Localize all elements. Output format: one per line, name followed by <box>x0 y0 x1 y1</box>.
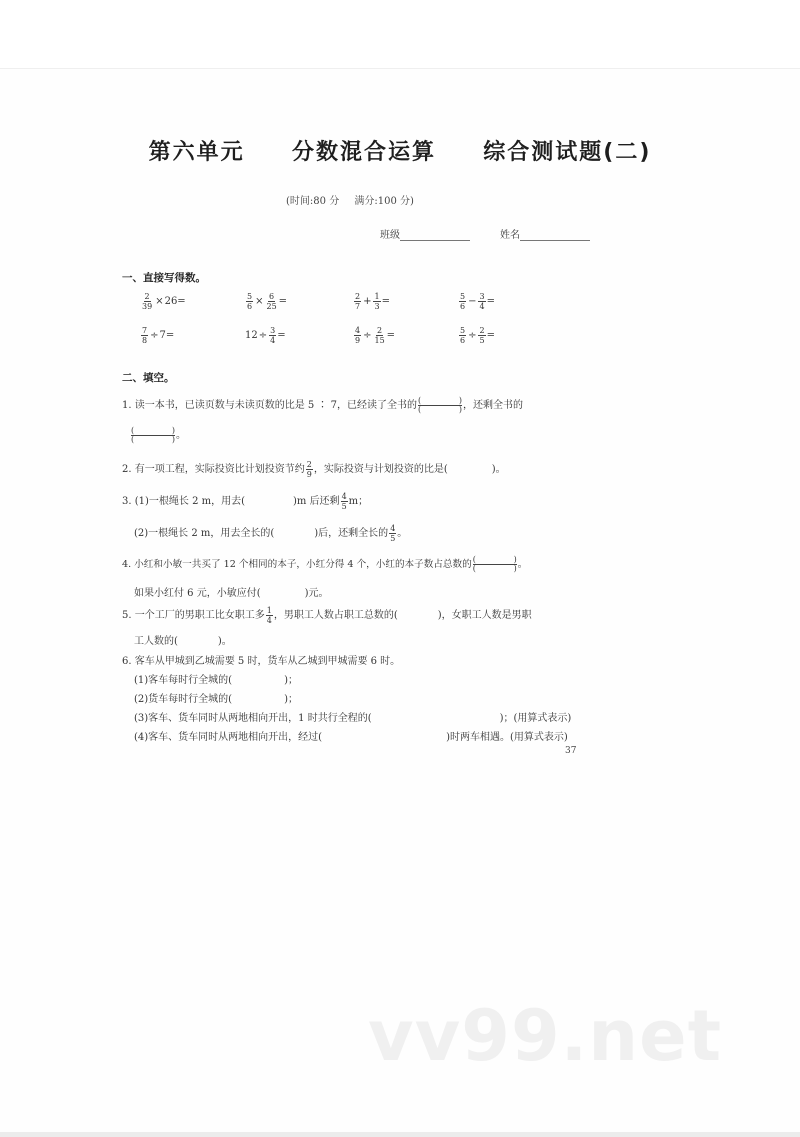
name-label: 姓名 <box>500 230 520 241</box>
class-blank[interactable] <box>400 230 470 241</box>
test-meta <box>0 192 700 207</box>
fraction-answer-blank[interactable]: ( ) ( ) <box>472 555 517 573</box>
question-5-cont: 工人数的( )。 <box>134 636 232 647</box>
question-6-1: (1)客车每时行全城的( )； <box>134 675 298 686</box>
fraction: $\frac{4}{5}$ <box>390 524 396 543</box>
question-4: 4. 小红和小敏一共买了 12 个相同的本子，小红分得 4 个，小红的本子数占总数的 ( ) ( ) 。 <box>122 555 528 573</box>
calc-item-4: $\frac{5}{6}$ − $\frac{3}{4}$ = <box>460 292 495 311</box>
question-5: 5. 一个工厂的男职工比女职工多 $\frac{1}{4}$ ，男职工人数占职工总数的( )，女职工人数是男职 <box>122 606 532 625</box>
fraction: $\frac{5}{6}$ <box>460 292 466 311</box>
question-2: 2. 有一项工程，实际投资比计划投资节约 $\frac{2}{9}$ ，实际投资与计划投资的比是( )。 <box>122 460 506 479</box>
full-score: 满分:100 分) <box>354 196 414 207</box>
question-1-cont: ( ) ( ) 。 <box>131 426 186 444</box>
time-limit: (时间:80 分 <box>286 196 340 207</box>
bottom-edge <box>0 1132 800 1137</box>
section-1-heading: 一、直接写得数。 <box>122 272 206 284</box>
fraction: $\frac{1}{3}$ <box>374 292 380 311</box>
question-4-cont: 如果小红付 6 元，小敏应付( )元。 <box>134 588 329 599</box>
calc-item-6: 12÷ $\frac{3}{4}$ = <box>245 326 286 345</box>
watermark: vv99.net <box>368 995 723 1077</box>
question-6: 6. 客车从甲城到乙城需要 5 时，货车从乙城到甲城需要 6 时。 <box>122 656 401 667</box>
fraction-answer-blank[interactable]: ( ) ( ) <box>131 426 175 444</box>
page-title <box>0 135 800 166</box>
fraction: $\frac{2}{39}$ <box>142 292 153 311</box>
question-6-2: (2)货车每时行全城的( )； <box>134 694 298 705</box>
fraction-answer-blank[interactable]: ( ) ( ) <box>417 396 462 414</box>
class-field[interactable] <box>380 226 470 241</box>
fraction: $\frac{5}{6}$ <box>247 292 253 311</box>
section-2-heading: 二、填空。 <box>122 372 175 384</box>
question-3-1: 3. (1)一根绳长 2 m，用去( )m 后还剩 $\frac{4}{5}$ m； <box>122 492 369 511</box>
fraction: $\frac{2}{5}$ <box>479 326 485 345</box>
name-field[interactable] <box>500 226 590 241</box>
fraction: $\frac{3}{4}$ <box>270 326 276 345</box>
question-6-4: (4)客车、货车同时从两地相向开出，经过( )时两车相遇。(用算式表示) <box>134 732 568 743</box>
fraction: $\frac{6}{25}$ <box>266 292 277 311</box>
question-6-3: (3)客车、货车同时从两地相向开出，1 时共行全程的( )；(用算式表示) <box>134 713 572 724</box>
calc-item-1: $\frac{2}{39}$ ×26= <box>142 292 186 311</box>
title-topic: 分数混合运算 <box>291 140 436 165</box>
fraction: $\frac{2}{7}$ <box>355 292 361 311</box>
fraction: $\frac{2}{15}$ <box>374 326 385 345</box>
calc-item-8: $\frac{5}{6}$ ÷ $\frac{2}{5}$ = <box>460 326 495 345</box>
top-margin-band <box>0 0 800 69</box>
calc-item-5: $\frac{7}{8}$ ÷7= <box>142 326 175 345</box>
question-1: 1. 读一本书，已读页数与未读页数的比是 5 ∶ 7，已经读了全书的 ( ) ( ) ，还剩全书的 <box>122 396 523 414</box>
title-unit: 第六单元 <box>148 140 245 165</box>
page-number: 37 <box>565 746 577 756</box>
fraction: $\frac{4}{9}$ <box>355 326 361 345</box>
fraction: $\frac{3}{4}$ <box>479 292 485 311</box>
fraction: $\frac{2}{9}$ <box>306 460 312 479</box>
calc-item-7: $\frac{4}{9}$ ÷ $\frac{2}{15}$ = <box>355 326 396 345</box>
calc-item-3: $\frac{2}{7}$ + $\frac{1}{3}$ = <box>355 292 390 311</box>
fraction: $\frac{4}{5}$ <box>341 492 347 511</box>
question-3-2: (2)一根绳长 2 m，用去全长的( )后，还剩全长的 $\frac{4}{5}$ 。 <box>134 524 408 543</box>
calc-item-2: $\frac{5}{6}$ × $\frac{6}{25}$ = <box>247 292 288 311</box>
class-label: 班级 <box>380 230 400 241</box>
fraction: $\frac{1}{4}$ <box>266 606 272 625</box>
fraction: $\frac{5}{6}$ <box>460 326 466 345</box>
title-test: 综合测试题(二) <box>483 140 652 165</box>
fraction: $\frac{7}{8}$ <box>142 326 148 345</box>
name-blank[interactable] <box>520 230 590 241</box>
